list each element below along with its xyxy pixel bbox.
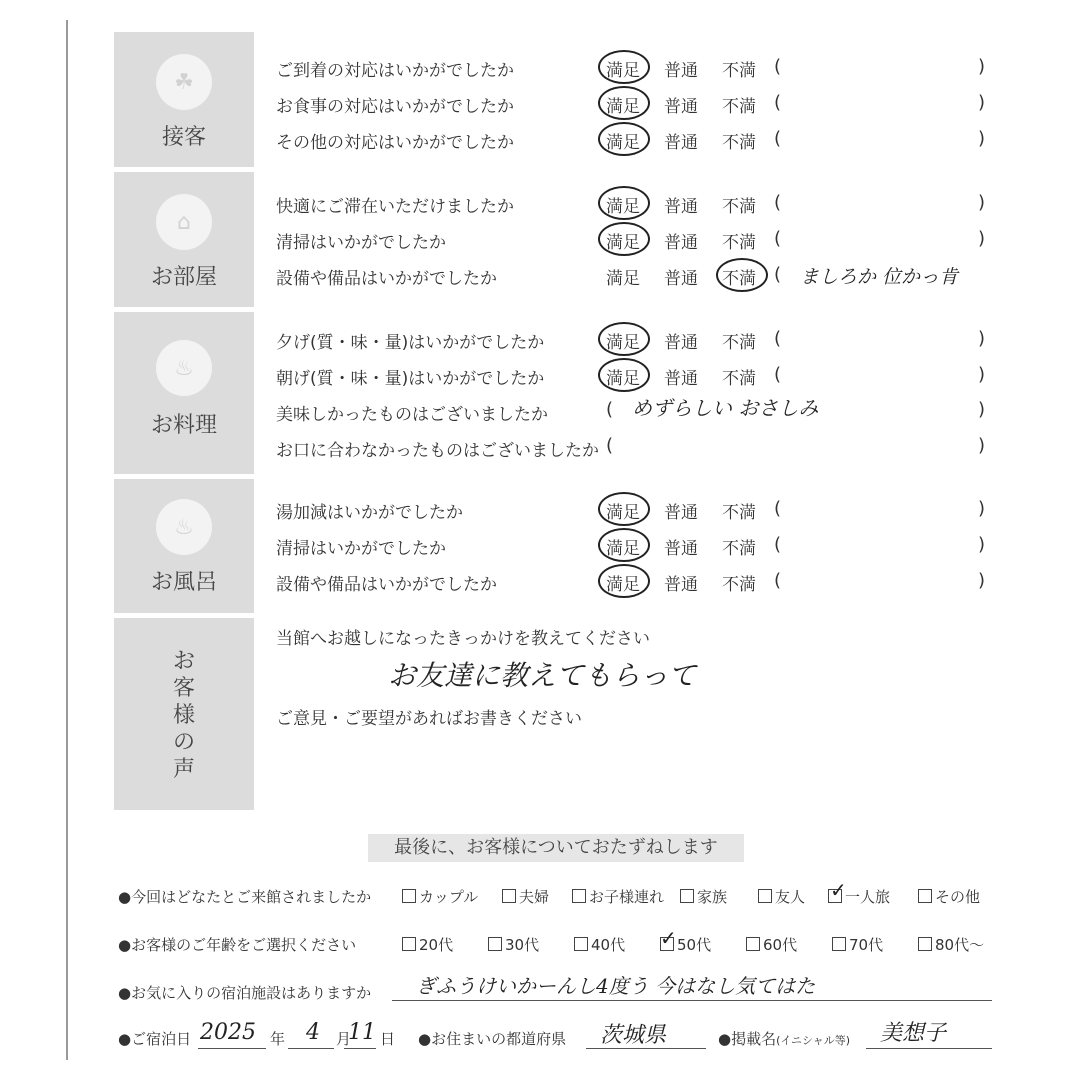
question: 湯加減はいかがでしたか — [276, 503, 463, 523]
checkbox[interactable] — [402, 889, 416, 903]
hot-spring-icon: ♨ — [156, 499, 212, 555]
checkbox[interactable] — [502, 889, 516, 903]
option-normal[interactable]: 普通 — [664, 197, 698, 217]
question: 美味しかったものはございましたか — [276, 405, 548, 425]
year-unit: 年 — [270, 1030, 286, 1048]
day-unit: 日 — [380, 1030, 396, 1048]
paren-close[interactable]: ) — [978, 56, 986, 77]
question: 設備や備品はいかがでしたか — [276, 269, 497, 289]
companion-label: 友人 — [775, 888, 806, 906]
age-label: 50代 — [677, 936, 712, 954]
left-rule — [66, 20, 68, 1060]
selection-circle — [598, 528, 650, 562]
month-unit: 月 — [336, 1030, 352, 1048]
companion-label: 家族 — [697, 888, 728, 906]
companion-option[interactable] — [758, 886, 805, 907]
companion-question: ●今回はどなたとご来館されましたか — [118, 888, 372, 906]
companion-label: カップル — [419, 888, 479, 906]
voice-label-char: の — [172, 730, 195, 755]
question: 設備や備品はいかがでしたか — [276, 575, 497, 595]
prefecture-label: ●お住まいの都道府県 — [418, 1030, 567, 1048]
option-satisfied[interactable]: 満足 — [606, 333, 640, 353]
selection-circle — [598, 50, 650, 84]
age-label: 40代 — [591, 936, 626, 954]
profile-heading: 最後に、お客様についておたずねします — [368, 834, 744, 862]
option-satisfied[interactable]: 満足 — [606, 61, 640, 81]
option-satisfied[interactable]: 満足 — [606, 539, 640, 559]
option-satisfied[interactable]: 満足 — [606, 233, 640, 253]
option-dissatisfied[interactable]: 不満 — [722, 233, 756, 253]
voice-label-char: お — [172, 649, 195, 674]
option-normal[interactable]: 普通 — [664, 539, 698, 559]
checkbox[interactable] — [746, 937, 760, 951]
companion-option[interactable] — [680, 886, 727, 907]
selection-circle — [598, 186, 650, 220]
voice-label-char: 声 — [172, 757, 195, 782]
option-dissatisfied[interactable]: 不満 — [722, 539, 756, 559]
handwritten-answer: お友達に教えてもらって — [388, 659, 697, 692]
paren-close[interactable]: ) — [978, 328, 986, 349]
option-satisfied[interactable]: 満足 — [606, 97, 640, 117]
answer-underline — [392, 1000, 992, 1001]
category-food — [114, 312, 254, 474]
paren-open[interactable]: ( — [774, 364, 782, 385]
selection-circle — [598, 86, 650, 120]
bow-person-icon: ☘ — [156, 54, 212, 110]
category-label: お風呂 — [150, 570, 217, 595]
checkbox[interactable] — [832, 937, 846, 951]
option-normal[interactable]: 普通 — [664, 333, 698, 353]
question: 朝げ(質・味・量)はいかがでしたか — [276, 369, 545, 389]
question: その他の対応はいかがでしたか — [276, 133, 514, 153]
option-satisfied[interactable]: 満足 — [606, 197, 640, 217]
stay-year: 2025 — [200, 1020, 256, 1045]
companion-option[interactable] — [918, 886, 980, 907]
option-dissatisfied[interactable]: 不満 — [722, 269, 756, 289]
check-mark: ✓ — [660, 926, 677, 950]
option-normal[interactable]: 普通 — [664, 233, 698, 253]
handwritten-answer: ましろか 位かっ肯 — [800, 266, 959, 288]
paren-close[interactable]: ) — [978, 192, 986, 213]
option-dissatisfied[interactable]: 不満 — [722, 133, 756, 153]
food-icon: ♨ — [156, 340, 212, 396]
checkbox[interactable] — [918, 937, 932, 951]
paren-close[interactable]: ) — [978, 570, 986, 591]
selection-circle — [598, 358, 650, 392]
paren-open[interactable]: ( — [774, 92, 782, 113]
paren-open[interactable]: ( — [774, 498, 782, 519]
option-dissatisfied[interactable]: 不満 — [722, 97, 756, 117]
category-voice — [114, 618, 254, 810]
question: お口に合わなかったものはございましたか — [276, 441, 599, 461]
age-label: 80代〜 — [935, 936, 985, 954]
answer-underline — [198, 1048, 266, 1049]
option-dissatisfied[interactable]: 不満 — [722, 503, 756, 523]
selection-circle — [598, 564, 650, 598]
age-label: 30代 — [505, 936, 540, 954]
name-label: ●掲載名(イニシャル等) — [718, 1030, 851, 1048]
paren-open[interactable]: ( — [774, 192, 782, 213]
paren-open[interactable]: ( — [774, 128, 782, 149]
checkbox[interactable] — [758, 889, 772, 903]
age-option[interactable] — [488, 934, 539, 955]
paren-open: ( — [606, 435, 614, 456]
house-icon: ⌂ — [156, 194, 212, 250]
age-label: 60代 — [763, 936, 798, 954]
stay-day: 11 — [348, 1020, 376, 1045]
age-option[interactable] — [832, 934, 883, 955]
age-option[interactable] — [918, 934, 984, 955]
age-option[interactable] — [574, 934, 625, 955]
companion-label: 一人旅 — [845, 888, 891, 906]
companion-option[interactable] — [402, 886, 478, 907]
favorite-question: ●お気に入りの宿泊施設はありますか — [118, 984, 372, 1002]
age-label: 70代 — [849, 936, 884, 954]
selection-circle — [716, 258, 768, 292]
checkbox[interactable] — [918, 889, 932, 903]
paren-open[interactable]: ( — [774, 228, 782, 249]
category-label: お部屋 — [150, 265, 217, 290]
option-satisfied[interactable]: 満足 — [606, 503, 640, 523]
option-normal[interactable]: 普通 — [664, 503, 698, 523]
question: 快適にご滞在いただけましたか — [276, 197, 514, 217]
selection-circle — [598, 222, 650, 256]
answer-underline — [288, 1048, 334, 1049]
paren-open[interactable]: ( — [774, 570, 782, 591]
handwritten-answer: めずらしい おさしみ — [632, 396, 819, 420]
companion-option[interactable] — [572, 886, 664, 907]
selection-circle — [598, 492, 650, 526]
question: 夕げ(質・味・量)はいかがでしたか — [276, 333, 545, 353]
voice-label-char: 様 — [172, 703, 195, 728]
option-normal[interactable]: 普通 — [664, 133, 698, 153]
option-normal[interactable]: 普通 — [664, 97, 698, 117]
option-dissatisfied[interactable]: 不満 — [722, 575, 756, 595]
paren-close[interactable]: ) — [978, 128, 986, 149]
age-question: ●お客様のご年齢をご選択ください — [118, 936, 357, 954]
stay-month: 4 — [306, 1020, 320, 1045]
stay-date-label: ●ご宿泊日 — [118, 1030, 192, 1048]
option-normal[interactable]: 普通 — [664, 575, 698, 595]
option-satisfied[interactable]: 満足 — [606, 369, 640, 389]
option-dissatisfied[interactable]: 不満 — [722, 333, 756, 353]
paren-open[interactable]: ( — [774, 328, 782, 349]
category-room — [114, 172, 254, 307]
paren-open[interactable]: ( — [774, 264, 782, 285]
age-label: 20代 — [419, 936, 454, 954]
answer-underline — [866, 1048, 992, 1049]
voice-label-char: 客 — [172, 676, 195, 701]
checkbox[interactable] — [680, 889, 694, 903]
category-reception — [114, 32, 254, 167]
question: お食事の対応はいかがでしたか — [276, 97, 514, 117]
category-label: お料理 — [150, 413, 217, 438]
category-bath — [114, 479, 254, 613]
paren-close: ) — [978, 435, 986, 456]
paren-close[interactable]: ) — [978, 364, 986, 385]
option-dissatisfied[interactable]: 不満 — [722, 61, 756, 81]
question: 清掃はいかがでしたか — [276, 233, 446, 253]
answer-underline — [586, 1048, 706, 1049]
paren-open[interactable]: ( — [774, 56, 782, 77]
check-mark: ✓ — [830, 878, 847, 902]
companion-label: その他 — [935, 888, 981, 906]
paren-close: ) — [978, 399, 986, 420]
prefecture: 茨城県 — [600, 1023, 667, 1048]
paren-close[interactable]: ) — [978, 498, 986, 519]
age-option[interactable] — [746, 934, 797, 955]
question: ご意見・ご要望があればお書きください — [276, 709, 582, 729]
option-satisfied[interactable]: 満足 — [606, 269, 640, 289]
answer-underline — [344, 1048, 376, 1049]
age-option[interactable] — [402, 934, 453, 955]
option-normal[interactable]: 普通 — [664, 61, 698, 81]
question: ご到着の対応はいかがでしたか — [276, 61, 514, 81]
handwritten-answer: ぎふうけいかーんし4度う 今はなし気てはた — [416, 974, 816, 998]
display-name: 美想子 — [880, 1021, 947, 1046]
selection-circle — [598, 322, 650, 356]
paren-close[interactable]: ) — [978, 534, 986, 555]
companion-option[interactable] — [502, 886, 549, 907]
question: 清掃はいかがでしたか — [276, 539, 446, 559]
companion-label: お子様連れ — [589, 888, 665, 906]
category-label: 接客 — [161, 125, 206, 150]
paren-close[interactable]: ) — [978, 228, 986, 249]
option-satisfied[interactable]: 満足 — [606, 575, 640, 595]
checkbox[interactable] — [574, 937, 588, 951]
option-normal[interactable]: 普通 — [664, 369, 698, 389]
checkbox[interactable] — [488, 937, 502, 951]
option-normal[interactable]: 普通 — [664, 269, 698, 289]
option-satisfied[interactable]: 満足 — [606, 133, 640, 153]
companion-label: 夫婦 — [519, 888, 550, 906]
option-dissatisfied[interactable]: 不満 — [722, 197, 756, 217]
paren-close[interactable]: ) — [978, 92, 986, 113]
option-dissatisfied[interactable]: 不満 — [722, 369, 756, 389]
checkbox[interactable] — [572, 889, 586, 903]
checkbox[interactable] — [402, 937, 416, 951]
paren-open[interactable]: ( — [774, 534, 782, 555]
question: 当館へお越しになったきっかけを教えてください — [276, 629, 650, 649]
paren-open: ( — [606, 399, 614, 420]
selection-circle — [598, 122, 650, 156]
